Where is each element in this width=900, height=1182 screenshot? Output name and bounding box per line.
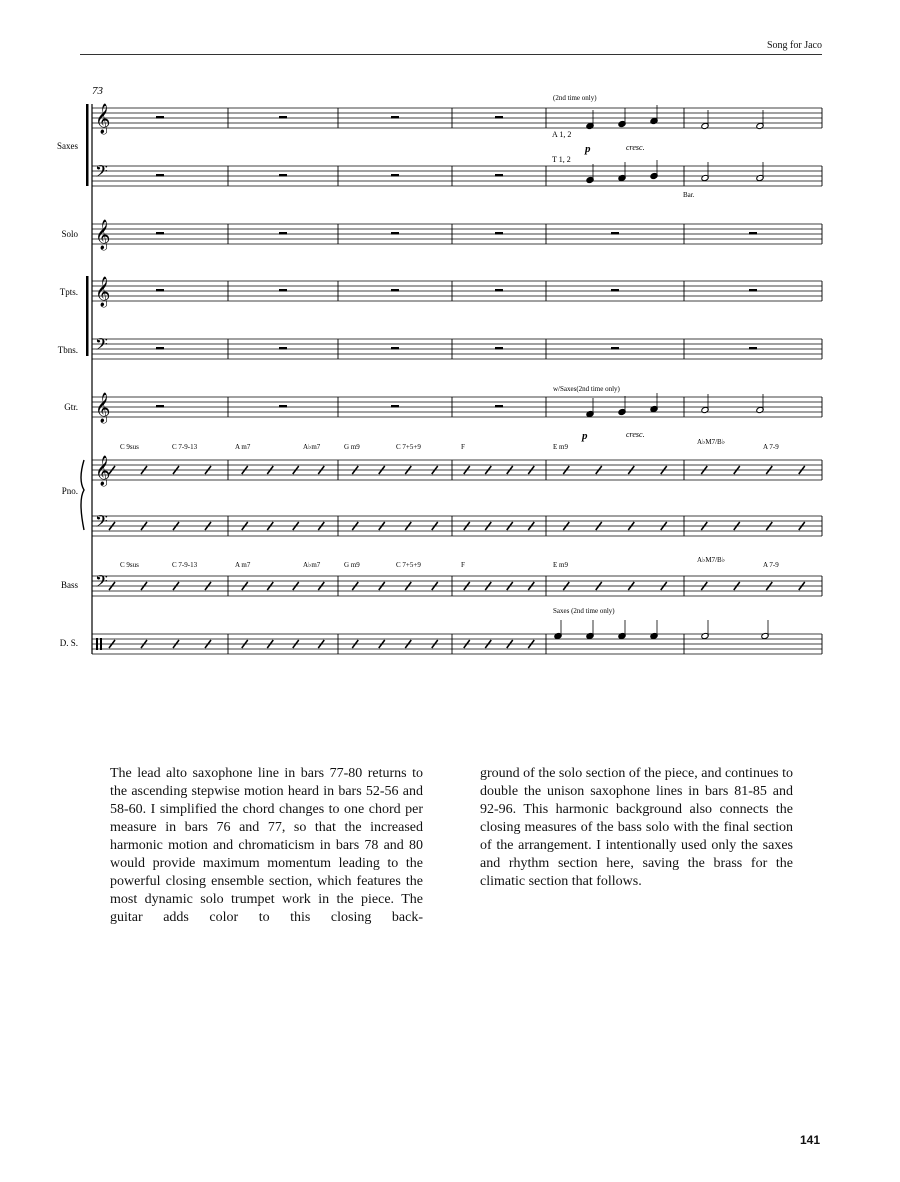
solo-staff-whole-rest xyxy=(279,232,287,235)
cresc-guitar: cresc. xyxy=(626,430,645,439)
trumpets-staff-whole-rest xyxy=(279,289,287,292)
chord-symbol: A♭M7/B♭ xyxy=(697,556,725,564)
percussion-clef xyxy=(96,638,98,650)
label-tbns: Tbns. xyxy=(57,345,78,355)
solo-staff-whole-rest xyxy=(391,232,399,235)
chord-symbol: A m7 xyxy=(235,561,251,569)
body-text-left-column: The lead alto saxophone line in bars 77-80 returns to the ascending stepwise motion heard in bars 52-56 and 58-60. I simplified the chord changes to one chord per measure in bars 76 and 77, so that the increased harmonic motion and chromaticism in bars 78 and 80 would provide maximum momentum leading to the powerful closing ensemble section, which features the most dynamic solo trumpet work in the piece. The guitar adds color to this closing back- xyxy=(110,766,423,925)
saxes-treble-whole-rest xyxy=(279,116,287,119)
label-pno: Pno. xyxy=(61,486,78,496)
chord-symbol: C 7-9-13 xyxy=(172,561,198,569)
cresc-saxes: cresc. xyxy=(626,143,645,152)
solo-staff-whole-rest xyxy=(495,232,503,235)
dynamic-p-saxes: p xyxy=(585,143,591,155)
label-tpts: Tpts. xyxy=(59,287,78,297)
trombones-staff-whole-rest xyxy=(495,347,503,350)
saxes-treble-whole-rest xyxy=(391,116,399,119)
percussion-clef xyxy=(100,638,102,650)
chord-symbol: E m9 xyxy=(553,443,568,451)
chord-symbol: A m7 xyxy=(235,443,251,451)
solo-staff-whole-rest xyxy=(749,232,757,235)
piano-bass-clef: 𝄢 xyxy=(95,513,108,535)
saxes-second-time: (2nd time only) xyxy=(553,94,597,102)
piano-chords xyxy=(120,438,779,451)
label-gtr: Gtr. xyxy=(64,402,78,412)
trumpets-staff-whole-rest xyxy=(611,289,619,292)
solo-staff-whole-rest xyxy=(156,232,164,235)
running-header xyxy=(80,40,822,55)
dynamic-p-guitar: p xyxy=(582,430,588,442)
solo-staff-whole-rest xyxy=(611,232,619,235)
alto-label: A 1, 2 xyxy=(552,130,572,139)
saxes-bass-whole-rest xyxy=(156,174,164,177)
saxes-bass-whole-rest xyxy=(279,174,287,177)
tenor-label: T 1, 2 xyxy=(552,155,571,164)
chord-symbol: C 9sus xyxy=(120,561,139,569)
chord-symbol: C 7+5+9 xyxy=(396,561,421,569)
chord-symbol: E m9 xyxy=(553,561,568,569)
trombones-staff-whole-rest xyxy=(749,347,757,350)
trumpets-staff-whole-rest xyxy=(495,289,503,292)
measure-number: 73 xyxy=(92,85,103,97)
label-bass: Bass xyxy=(60,580,78,590)
guitar-staff-whole-rest xyxy=(495,405,503,408)
body-text-right-column: ground of the solo section of the piece, and continues to double the unison saxophone lines in bars 81-85 and 92-96. This harmonic background also connects the closing measures of the bass solo with the final section of the arrangement. I intentionally used only the saxes and rhythm section here, saving the brass for the climatic section that follows. xyxy=(480,766,793,889)
page-number: 141 xyxy=(799,1133,820,1147)
bass-staff-clef: 𝄢 xyxy=(95,573,108,595)
chord-symbol: C 7-9-13 xyxy=(172,443,198,451)
chord-symbol: A 7-9 xyxy=(763,443,779,451)
chord-symbol: C 7+5+9 xyxy=(396,443,421,451)
guitar-staff-whole-rest xyxy=(156,405,164,408)
saxes-treble-whole-rest xyxy=(495,116,503,119)
saxes-bass-whole-rest xyxy=(391,174,399,177)
chord-symbol: A♭m7 xyxy=(303,561,321,569)
chord-symbol: A♭M7/B♭ xyxy=(697,438,725,446)
trombones-staff-whole-rest xyxy=(391,347,399,350)
trumpets-staff-whole-rest xyxy=(749,289,757,292)
saxes-bass-clef: 𝄢 xyxy=(95,163,108,185)
saxes-treble-whole-rest xyxy=(156,116,164,119)
staves xyxy=(92,103,822,654)
solo-staff-clef: 𝄞 xyxy=(95,220,111,249)
piano-treble-clef: 𝄞 xyxy=(95,456,111,485)
trombones-staff-whole-rest xyxy=(156,347,164,350)
trumpets-staff-whole-rest xyxy=(391,289,399,292)
label-solo: Solo xyxy=(61,229,78,239)
chord-symbol: A♭m7 xyxy=(303,443,321,451)
saxes-treble-clef: 𝄞 xyxy=(95,104,111,133)
bass-chords xyxy=(120,556,779,569)
chord-symbol: C 9sus xyxy=(120,443,139,451)
chord-symbol: F xyxy=(461,443,465,451)
chord-symbol: A 7-9 xyxy=(763,561,779,569)
guitar-staff-whole-rest xyxy=(391,405,399,408)
trumpets-staff-clef: 𝄞 xyxy=(95,277,111,306)
chord-symbol: F xyxy=(461,561,465,569)
label-saxes: Saxes xyxy=(57,141,78,151)
trombones-staff-whole-rest xyxy=(611,347,619,350)
trombones-staff-clef: 𝄢 xyxy=(95,336,108,358)
trumpets-staff-whole-rest xyxy=(156,289,164,292)
bari-label: Bar. xyxy=(683,191,695,199)
running-title: Song for Jaco xyxy=(767,40,822,51)
guitar-staff-clef: 𝄞 xyxy=(95,393,111,422)
chord-symbol: G m9 xyxy=(344,561,360,569)
trombones-staff-whole-rest xyxy=(279,347,287,350)
saxes-bass-whole-rest xyxy=(495,174,503,177)
guitar-staff-whole-rest xyxy=(279,405,287,408)
chord-symbol: G m9 xyxy=(344,443,360,451)
music-score xyxy=(0,80,900,680)
drums-second-time: Saxes (2nd time only) xyxy=(553,607,615,615)
guitar-second-time: w/Saxes(2nd time only) xyxy=(553,385,620,393)
label-ds: D. S. xyxy=(59,638,78,648)
